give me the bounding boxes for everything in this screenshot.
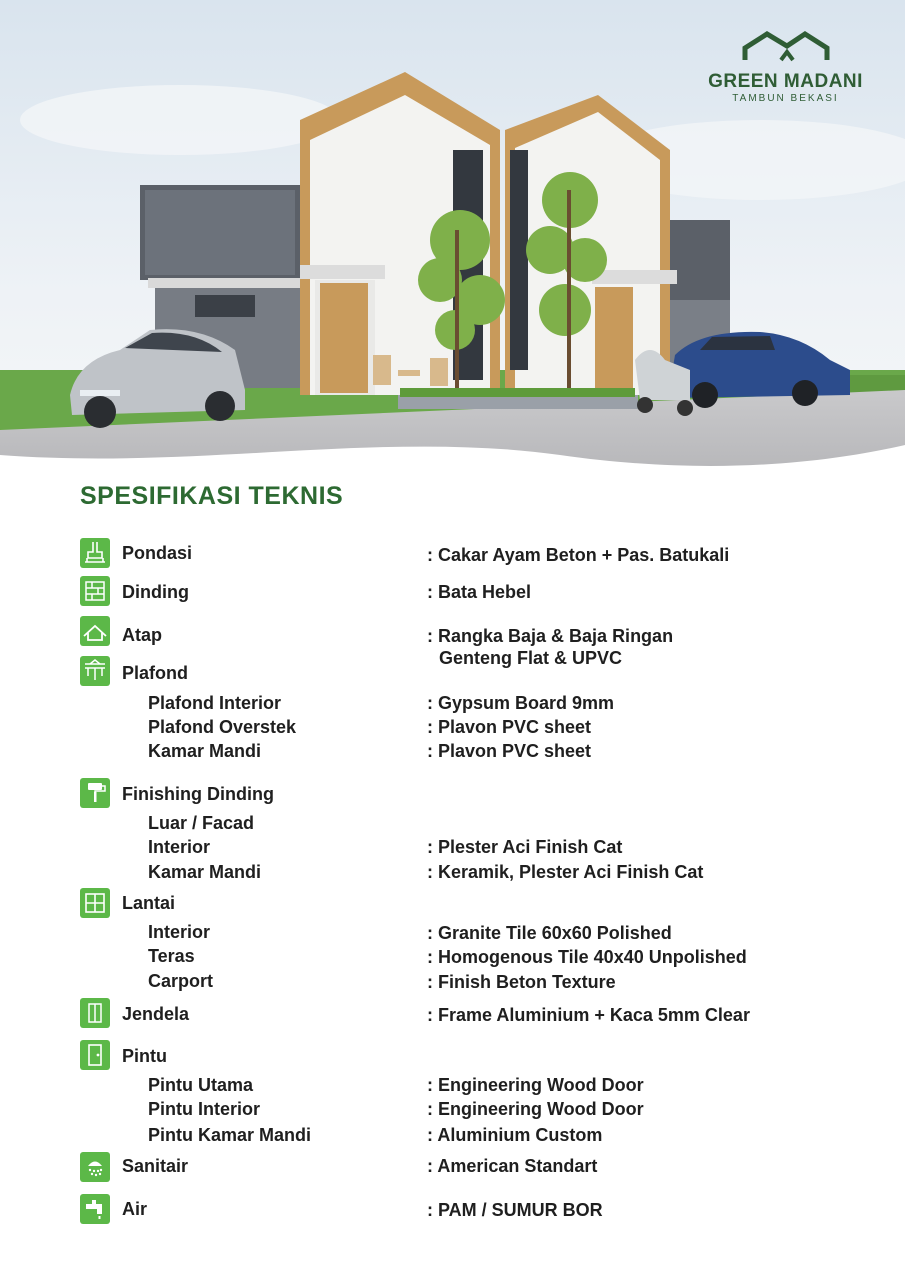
spec-subvalue: : Finish Beton Texture	[427, 972, 616, 992]
spec-sublabel: Teras	[148, 946, 195, 966]
spec-value-atap: : Rangka Baja & Baja Ringan	[427, 626, 674, 646]
spec-sublabel: Plafond Overstek	[148, 717, 297, 737]
spec-sublabel: Pintu Interior	[148, 1099, 260, 1119]
door-icon	[80, 1040, 110, 1070]
spec-sublabel: Plafond Interior	[148, 693, 282, 713]
spec-subvalue: : Gypsum Board 9mm	[427, 693, 615, 713]
spec-label-atap: Atap	[122, 625, 162, 645]
spec-sublabel: Pintu Utama	[148, 1075, 254, 1095]
spec-subvalue: : Granite Tile 60x60 Polished	[427, 923, 672, 943]
spec-label-dinding: Dinding	[122, 582, 189, 602]
paint-roller-icon	[80, 778, 110, 808]
shower-icon	[80, 1152, 110, 1182]
spec-value-sanitair: : American Standart	[427, 1156, 598, 1176]
floor-tile-icon	[80, 888, 110, 918]
brand-logo	[698, 30, 873, 104]
ceiling-icon	[80, 656, 110, 686]
spec-value-jendela: : Frame Aluminium + Kaca 5mm Clear	[427, 1005, 750, 1025]
spec-label-jendela: Jendela	[122, 1004, 190, 1024]
spec-label-pintu: Pintu	[122, 1046, 167, 1066]
spec-label-plafond: Plafond	[122, 663, 188, 683]
faucet-icon	[80, 1194, 110, 1224]
brand-location: TAMBUN BEKASI	[732, 93, 839, 104]
page-title: SPESIFIKASI TEKNIS	[80, 482, 344, 510]
spec-value-atap-2: Genteng Flat & UPVC	[439, 648, 623, 668]
spec-label-air: Air	[122, 1199, 148, 1219]
spec-label-sanitair: Sanitair	[122, 1156, 189, 1176]
window-icon	[80, 998, 110, 1028]
spec-subvalue: : Homogenous Tile 40x40 Unpolished	[427, 947, 747, 967]
brand-name: GREEN MADANI	[708, 71, 863, 92]
brick-wall-icon	[80, 576, 110, 606]
spec-label-finishing: Finishing Dinding	[122, 784, 274, 804]
roof-icon	[80, 616, 110, 646]
spec-label-pondasi: Pondasi	[122, 543, 193, 563]
spec-sublabel: Interior	[148, 837, 211, 857]
spec-subvalue: : Engineering Wood Door	[427, 1099, 644, 1119]
house-logo-icon	[741, 30, 831, 64]
spec-sublabel: Carport	[148, 971, 214, 991]
spec-sublabel: Pintu Kamar Mandi	[148, 1125, 312, 1145]
spec-subvalue: : Plester Aci Finish Cat	[427, 837, 623, 857]
spec-sublabel: Kamar Mandi	[148, 862, 262, 882]
spec-sublabel: Interior	[148, 922, 211, 942]
spec-value-air: : PAM / SUMUR BOR	[427, 1200, 603, 1220]
spec-label-lantai: Lantai	[122, 893, 176, 913]
spec-subvalue: : Keramik, Plester Aci Finish Cat	[427, 862, 704, 882]
spec-subvalue: : Plavon PVC sheet	[427, 717, 592, 737]
spec-subvalue: : Plavon PVC sheet	[427, 741, 592, 761]
spec-value-pondasi: : Cakar Ayam Beton + Pas. Batukali	[427, 545, 730, 565]
spec-sublabel: Luar / Facad	[148, 813, 255, 833]
foundation-icon	[80, 538, 110, 568]
spec-subvalue: : Aluminium Custom	[427, 1125, 603, 1145]
spec-value-dinding: : Bata Hebel	[427, 582, 532, 602]
spec-subvalue: : Engineering Wood Door	[427, 1075, 644, 1095]
spec-sublabel: Kamar Mandi	[148, 741, 262, 761]
